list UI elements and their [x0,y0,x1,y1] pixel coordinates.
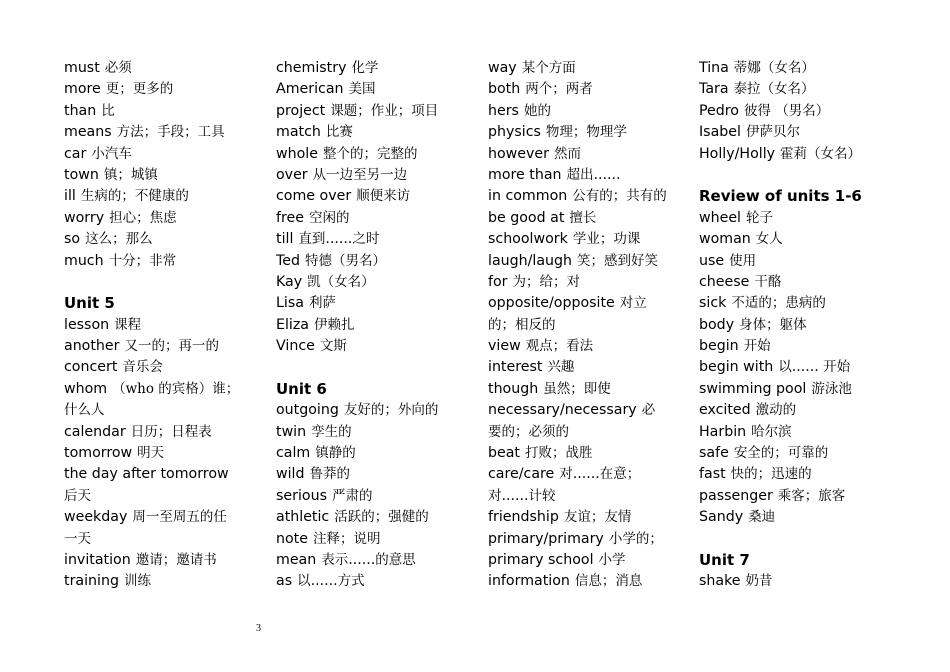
vocab-entry [699,507,904,528]
vocab-meaning: 十分；非常 [108,252,177,269]
vocab-meaning: 激动的 [755,402,797,419]
vocab-meaning: 比赛 [325,124,353,141]
vocab-word: beat [488,445,520,462]
vocab-meaning: 学业；功课 [572,231,641,248]
vocab-word: cheese [699,273,750,290]
vocab-word: passenger [699,487,773,504]
vocab-word: interest [488,359,543,376]
vocab-word: begin [699,338,739,355]
vocab-meaning: 某个方面 [521,60,576,76]
vocab-meaning: 奶昔 [745,573,773,590]
vocab-word: Tara [699,81,729,98]
vocab-word: begin with [699,359,774,376]
vocab-entry [64,529,269,550]
vocab-entry [488,165,693,186]
vocab-entry [488,550,693,571]
vocab-meaning: 打败；战胜 [525,445,593,462]
vocab-entry [699,79,904,100]
vocab-entry [276,58,481,79]
vocab-entry [699,357,904,378]
vocab-meaning: 彼得 （男名） [744,102,830,119]
vocab-word: Isabel [699,124,741,141]
vocab-meaning: 物理；物理学 [545,124,627,141]
vocab-meaning: 伊萨贝尔 [745,124,800,141]
vocab-entry [488,400,693,421]
unit-heading: Unit 5 [64,294,115,313]
vocab-word: sick [699,295,727,312]
vocab-entry [276,464,481,485]
vocab-word: Pedro [699,102,739,119]
blank-line [276,357,481,378]
vocab-word: town [64,166,99,183]
vocab-meaning: 鲁莽的 [309,466,350,483]
vocab-meaning: 信息；消息 [574,573,643,590]
vocab-meaning: 快的；迅速的 [730,466,812,483]
vocab-word: serious [276,487,327,504]
vocab-meaning: 必 [641,402,656,419]
vocab-meaning: 小汽车 [91,145,132,162]
vocab-meaning: 女人 [755,231,783,248]
vocab-meaning: 小学的； [608,530,663,547]
vocab-entry [64,315,269,336]
vocab-word: physics [488,124,541,141]
vocab-meaning: 镇静的 [315,445,356,462]
vocab-entry [276,165,481,186]
vocab-meaning: 观点；看法 [525,338,594,355]
vocab-meaning: 桑迪 [748,509,776,526]
vocab-meaning: 开始 [743,338,771,355]
vocab-word: however [488,145,549,162]
vocab-word: project [276,102,326,119]
vocab-word: more [64,81,101,98]
vocab-entry [276,336,481,357]
vocab-meaning: 邀请；邀请书 [135,551,217,568]
vocab-word: excited [699,402,751,419]
vocab-entry [488,101,693,122]
vocab-word: over [276,166,308,183]
vocab-word: more than [488,166,562,183]
vocab-meaning: 伊赖扎 [314,316,355,333]
vocab-entry [699,58,904,79]
vocab-entry [699,336,904,357]
vocab-word: much [64,252,104,269]
vocab-entry [699,443,904,464]
vocab-word: as [276,573,293,590]
vocab-word: primary/primary [488,530,604,547]
vocab-meaning: 生病的；不健康的 [80,188,189,205]
vocab-meaning: 凯（女名） [307,273,375,290]
vocab-entry [699,293,904,314]
vocab-word: ill [64,188,76,205]
vocab-entry [276,422,481,443]
vocab-meaning: 然而 [553,145,581,162]
vocab-entry [699,422,904,443]
vocab-entry [699,272,904,293]
vocab-entry [276,101,481,122]
vocab-meaning: 特德（男名） [305,252,386,269]
vocab-word: another [64,338,120,355]
vocab-meaning: 轮子 [746,209,773,226]
vocab-word: way [488,60,517,76]
vocab-meaning: 训练 [123,573,151,590]
vocab-meaning: 的；相反的 [488,316,556,333]
vocab-word: body [699,316,735,333]
vocab-meaning: 日历；日程表 [130,423,212,440]
vocab-word: note [276,530,308,547]
vocab-entry [699,486,904,507]
vocab-entry [488,122,693,143]
vocab-entry [64,486,269,507]
vocab-word: chemistry [276,60,347,76]
vocab-entry [64,400,269,421]
vocab-word: means [64,124,112,141]
vocab-entry [64,422,269,443]
vocab-meaning: 两个；两者 [525,81,593,98]
vocab-meaning: 友好的；外向的 [343,402,439,419]
vocab-entry [276,208,481,229]
vocab-entry [276,186,481,207]
vocab-entry [64,464,269,485]
vocab-word: use [699,252,725,269]
vocab-entry [699,144,904,165]
vocab-word: care/care [488,466,555,483]
vocab-meaning: 又一的；再一的 [124,338,219,355]
vocab-word: free [276,209,304,226]
vocab-word: though [488,380,539,397]
vocab-entry [64,251,269,272]
vocab-entry [64,379,269,400]
vocab-entry [488,486,693,507]
vocab-meaning: 以…… 开始 [778,359,851,376]
vocab-entry [488,251,693,272]
vocab-meaning: 虽然；即使 [543,380,611,397]
vocab-meaning: 兴趣 [547,359,575,376]
vocab-meaning: 泰拉（女名） [733,81,815,98]
vocab-word: both [488,81,521,98]
vocab-entry [488,379,693,400]
vocab-column-2 [276,58,481,593]
vocab-meaning: 蒂娜（女名） [733,60,815,76]
vocab-entry [276,486,481,507]
vocab-entry [699,379,904,400]
vocab-entry [488,357,693,378]
vocab-entry [276,443,481,464]
vocab-word: whole [276,145,318,162]
vocab-word: laugh/laugh [488,252,573,269]
vocab-word: American [276,81,344,98]
vocab-meaning: （who 的宾格）谁； [112,380,240,397]
vocab-word: whom [64,380,108,397]
blank-line [64,272,269,293]
vocab-meaning: 表示……的意思 [321,551,416,568]
vocab-word: twin [276,423,307,440]
vocab-entry [64,229,269,250]
vocab-entry [276,229,481,250]
vocab-meaning: 一天 [64,530,91,547]
blank-line [699,165,904,186]
vocab-word: match [276,124,321,141]
vocab-word: wild [276,466,305,483]
vocab-entry [488,571,693,592]
vocab-meaning: 为；给；对 [512,273,581,290]
vocab-meaning: 她的 [523,102,551,119]
vocab-meaning: 孪生的 [311,423,352,440]
vocab-word: Ted [276,252,300,269]
vocab-word: Harbin [699,423,747,440]
vocab-word: concert [64,359,118,376]
vocab-entry [276,571,481,592]
vocab-entry [276,507,481,528]
vocab-entry [276,79,481,100]
vocab-word: shake [699,573,741,590]
vocab-word: the day after tomorrow [64,466,229,483]
vocab-meaning: 以……方式 [297,573,365,590]
blank-line [699,529,904,550]
vocab-entry [488,529,693,550]
vocab-word: safe [699,445,729,462]
vocab-meaning: 霍莉（女名） [780,145,862,162]
vocab-entry [699,101,904,122]
vocab-word: schoolwork [488,231,568,248]
vocab-word: Kay [276,273,303,290]
vocab-meaning: 对立 [619,295,647,312]
vocab-meaning: 明天 [137,445,165,462]
vocab-word: wheel [699,209,741,226]
vocab-word: information [488,573,570,590]
vocab-meaning: 比 [101,102,115,119]
vocab-meaning: 注释；说明 [312,530,381,547]
vocab-meaning: 小学 [598,551,626,568]
vocab-entry [488,464,693,485]
vocab-entry [64,507,269,528]
vocab-entry [488,186,693,207]
vocab-entry [276,400,481,421]
vocab-entry [276,550,481,571]
vocab-meaning: 课程 [114,316,142,333]
unit-heading: Unit 7 [699,550,750,569]
vocab-entry [488,422,693,443]
vocab-entry [488,58,693,79]
vocab-entry [64,186,269,207]
vocab-entry [699,571,904,592]
vocab-entry [699,229,904,250]
vocab-meaning: 周一至周五的任 [132,509,227,526]
vocab-meaning: 必须 [104,60,132,76]
page-number: 3 [256,623,261,634]
vocab-entry [699,400,904,421]
vocab-word: Vince [276,338,315,355]
vocab-meaning: 对……在意； [559,466,641,483]
vocab-word: invitation [64,551,131,568]
vocab-word: athletic [276,509,330,526]
vocab-word: calm [276,445,311,462]
vocab-meaning: 超出…… [566,166,621,183]
vocab-word: view [488,338,521,355]
vocab-word: Lisa [276,295,304,312]
vocab-meaning: 顺便来访 [356,188,411,205]
vocab-entry [699,208,904,229]
vocab-meaning: 镇；城镇 [103,166,158,183]
vocab-word: woman [699,231,751,248]
vocab-entry [276,293,481,314]
vocab-meaning: 从一边至另一边 [312,166,408,183]
vocab-meaning: 音乐会 [122,359,163,376]
vocab-column-3 [488,58,693,593]
vocab-entry [699,122,904,143]
vocab-word: come over [276,188,352,205]
vocab-meaning: 后天 [64,487,91,504]
vocab-word: car [64,145,87,162]
vocab-meaning: 安全的；可靠的 [733,445,829,462]
vocab-word: hers [488,102,519,119]
vocab-entry [488,443,693,464]
vocab-word: than [64,102,97,119]
vocab-meaning: 干酪 [754,273,782,290]
vocab-entry [64,571,269,592]
vocab-entry [488,144,693,165]
vocab-entry [488,208,693,229]
vocab-meaning: 美国 [348,81,376,98]
vocab-entry [64,144,269,165]
vocab-word: outgoing [276,402,339,419]
vocab-word: swimming pool [699,380,807,397]
vocab-entry [64,550,269,571]
vocab-word: friendship [488,509,559,526]
vocab-meaning: 更；更多的 [105,81,174,98]
vocab-meaning: 空闲的 [308,209,350,226]
vocab-word: for [488,273,508,290]
vocab-meaning: 这么；那么 [85,231,153,248]
vocab-entry [488,507,693,528]
vocab-word: must [64,60,100,76]
vocab-meaning: 要的；必须的 [488,423,569,440]
vocab-entry [64,122,269,143]
vocab-word: so [64,231,81,248]
vocab-word: mean [276,551,317,568]
vocab-entry [488,229,693,250]
vocab-meaning: 哈尔滨 [751,423,792,440]
vocab-meaning: 什么人 [64,402,105,419]
vocab-word: lesson [64,316,110,333]
vocab-entry [64,443,269,464]
vocab-entry [488,272,693,293]
vocab-entry [64,79,269,100]
vocab-entry [64,336,269,357]
vocab-meaning: 课题；作业；项目 [330,102,439,119]
vocab-word: Tina [699,60,729,76]
vocab-word: primary school [488,551,594,568]
vocab-word: fast [699,466,726,483]
vocab-entry [64,101,269,122]
unit-heading: Review of units 1-6 [699,187,862,206]
vocab-word: tomorrow [64,445,133,462]
vocab-meaning: 文斯 [319,338,347,355]
vocab-meaning: 使用 [729,252,757,269]
vocab-entry [488,315,693,336]
vocab-entry [276,272,481,293]
vocab-entry [488,293,693,314]
vocab-meaning: 游泳池 [811,380,852,397]
vocab-word: necessary/necessary [488,402,637,419]
vocab-entry [488,79,693,100]
vocab-column-1 [64,58,269,593]
vocab-entry [276,315,481,336]
vocab-word: calendar [64,423,126,440]
vocab-word: Holly/Holly [699,145,776,162]
vocab-meaning: 整个的；完整的 [322,145,418,162]
vocab-word: Sandy [699,509,744,526]
vocab-word: till [276,231,294,248]
vocab-meaning: 严肃的 [331,487,373,504]
vocab-meaning: 直到……之时 [298,231,380,248]
vocab-meaning: 友谊；友情 [563,509,632,526]
vocab-meaning: 公有的；共有的 [572,188,667,205]
vocab-meaning: 对……计较 [488,487,556,504]
vocab-entry [276,122,481,143]
vocab-entry [699,464,904,485]
vocab-meaning: 笑；感到好笑 [577,252,659,269]
vocab-meaning: 化学 [351,60,379,76]
vocab-meaning: 活跃的；强健的 [334,509,429,526]
vocab-word: Eliza [276,316,309,333]
vocab-word: in common [488,188,568,205]
vocab-word: weekday [64,509,128,526]
vocab-entry [276,251,481,272]
vocab-meaning: 身体；躯体 [739,316,807,333]
vocab-entry [488,336,693,357]
vocab-entry [64,208,269,229]
vocab-meaning: 利萨 [308,295,336,312]
vocab-column-4 [699,58,904,593]
vocab-word: be good at [488,209,565,226]
vocab-meaning: 乘客；旅客 [777,487,846,504]
vocab-meaning: 方法；手段；工具 [116,124,225,141]
vocab-entry [64,165,269,186]
vocab-meaning: 担心；焦虑 [109,209,177,226]
unit-heading: Unit 6 [276,379,327,398]
vocab-entry [699,315,904,336]
vocab-entry [64,357,269,378]
vocab-entry [276,529,481,550]
vocab-word: worry [64,209,105,226]
vocab-meaning: 擅长 [569,209,597,226]
vocab-word: training [64,573,119,590]
vocab-entry [699,251,904,272]
vocab-meaning: 不适的；患病的 [731,295,826,312]
vocab-entry [64,58,269,79]
vocab-word: opposite/opposite [488,295,615,312]
vocab-entry [276,144,481,165]
